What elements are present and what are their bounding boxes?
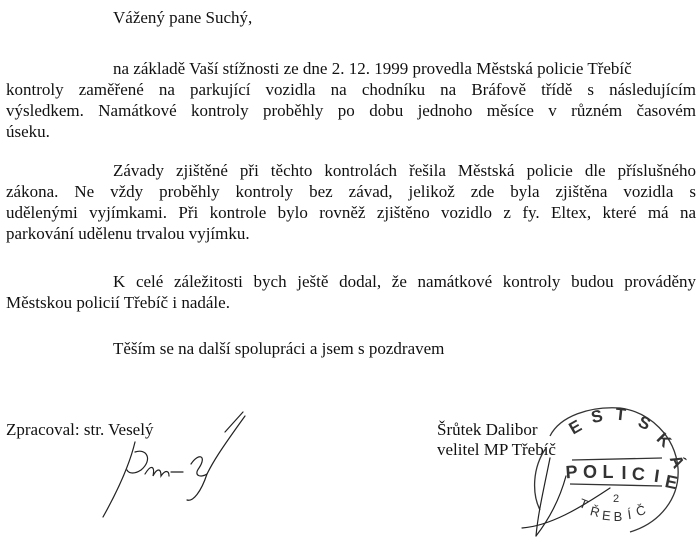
paragraph-2 <box>6 160 696 244</box>
paragraph-1-line: úseku. <box>6 122 50 141</box>
signatory-title: velitel MP Třebíč <box>437 440 556 459</box>
closing-line: Těším se na další spolupráci a jsem s pozdravem <box>113 339 445 358</box>
svg-text:O: O <box>582 462 598 482</box>
svg-text:E: E <box>565 416 585 439</box>
paragraph-1-line: na základě Vaší stížnosti ze dne 2. 12. 1999 provedla Městská policie Třebíč <box>113 59 632 78</box>
svg-text:Á: Á <box>665 452 689 472</box>
svg-text:Č: Č <box>634 502 648 520</box>
signatory-name: Šrůtek Dalibor <box>437 420 538 439</box>
svg-text:E: E <box>601 507 612 524</box>
svg-text:I: I <box>621 463 627 483</box>
svg-text:P: P <box>564 461 579 483</box>
svg-text:K: K <box>652 429 675 452</box>
paragraph-2-line: parkování udělenu trvalou vyjímku. <box>6 224 250 243</box>
svg-text:T: T <box>614 404 627 425</box>
svg-text:I: I <box>652 465 661 487</box>
svg-text:T: T <box>577 495 591 513</box>
paragraph-1-line: výsledkem. Namátkové kontroly proběhly po dobu jednoho měsíce v různém časovém <box>6 101 696 120</box>
svg-text:E: E <box>663 471 680 494</box>
paragraph-1-body <box>6 58 696 142</box>
svg-text:S: S <box>635 412 654 435</box>
svg-text:L: L <box>602 462 614 482</box>
paragraph-3 <box>6 271 696 313</box>
handwritten-signature-left <box>95 412 255 522</box>
paragraph-3-line: K celé záležitosti bych ještě dodal, že namátkové kontroly budou prováděny <box>113 272 696 291</box>
prepared-by: Zpracoval: str. Veselý <box>6 420 154 439</box>
paragraph-1-line: kontroly zaměřené na parkující vozidla na chodníku na Bráfově třídě s následujícím <box>6 80 696 99</box>
paragraph-2-line: zákona. Ne vždy proběhly kontroly bez závad, jelikož zde byla zjištěna vozidla s <box>6 182 696 201</box>
svg-text:Ř: Ř <box>588 503 602 521</box>
svg-text:C: C <box>631 463 646 485</box>
salutation: Vážený pane Suchý, <box>113 8 253 27</box>
svg-text:2: 2 <box>612 493 620 505</box>
paragraph-2-line: udělenými vyjímkami. Při kontrole bylo rovněž zjištěno vozidlo z fy. Eltex, které má na <box>6 203 696 222</box>
svg-text:S: S <box>589 406 605 428</box>
official-stamp <box>520 398 695 538</box>
svg-text:Í: Í <box>626 506 633 523</box>
svg-text:B: B <box>613 509 623 524</box>
paragraph-2-line: Závady zjištěné při těchto kontrolách řešila Městská policie dle příslušného <box>113 161 696 180</box>
paragraph-3-line: Městskou policií Třebíč i nadále. <box>6 293 230 312</box>
